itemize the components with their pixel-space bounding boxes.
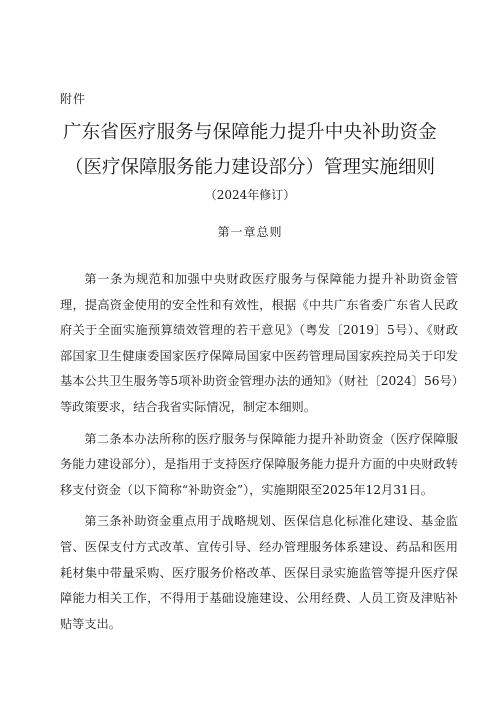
chapter-heading: 第一章总则 xyxy=(217,225,283,239)
body-text xyxy=(60,267,458,643)
attachment-label: 附件 xyxy=(60,92,87,106)
article-3-paragraph: 第三条补助资金重点用于战略规划、医保信息化标准化建设、基金监管、医保支付方式改革、宣传引导、经办管理服务体系建设、药品和医用耗材集中带量采购、医疗服务价格改革、医保目录实施监管等提升医疗保障能力相关工作，不得用于基础设施建设、公用经费、人员工资及津贴补贴等支出。 xyxy=(60,514,458,631)
article-2-paragraph: 第二条本办法所称的医疗服务与保障能力提升补助资金（医疗保障服务能力建设部分），是指用于支持医疗保障服务能力提升方面的中央财政转移支付资金（以下简称“补助资金”），实施期限至2025年12月31日。 xyxy=(60,431,458,497)
article-1-paragraph: 第一条为规范和加强中央财政医疗服务与保障能力提升补助资金管理，提高资金使用的安全性和有效性，根据《中共广东省委广东省人民政府关于全面实施预算绩效管理的若干意见》（粤发〔2019〕5号）、《财政部国家卫生健康委国家医疗保障局国家中医药管理局国家疾控局关于印发基本公共卫生服务等5项补助资金管理办法的通知》（财社〔2024〕56号）等政策要求，结合我省实际情况，制定本细则。 xyxy=(60,272,458,414)
document-title-line-2: （医疗保障服务能力建设部分）管理实施细则 xyxy=(64,157,435,178)
revision-subtitle: （2024年修订） xyxy=(204,188,296,202)
document-title-line-1: 广东省医疗服务与保障能力提升中央补助资金 xyxy=(62,122,437,143)
